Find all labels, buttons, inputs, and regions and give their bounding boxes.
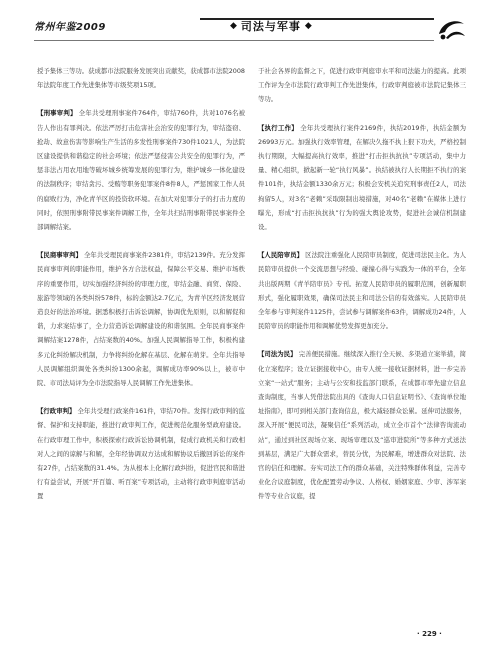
section-heading: 【人民陪审员】 (258, 251, 304, 260)
yearbook-emblem-icon (436, 16, 468, 42)
page-number: · 229 · (417, 630, 442, 638)
paragraph-administrative-trial (37, 404, 245, 503)
paragraph-text: 于社会各界的监督之下，促进行政审判庭审水平和司法能力的提高。此项工作评为全市法院行政审判工作先进集体，行政审判庭被市法院记集体三等功。 (258, 67, 466, 104)
section-heading: 【行政审判】 (37, 407, 76, 416)
diamond-left-icon: ◆ (230, 21, 237, 31)
paragraph (258, 64, 466, 107)
paragraph-text: 授予集体三等功。获成都市法院服务发展突出贡献奖，获成都市法院2008年法院年度工作先进集体等市级奖项15项。 (37, 67, 245, 90)
section-title: 司法与军事 (240, 20, 301, 33)
paragraph (37, 64, 245, 92)
header-rule (34, 40, 434, 41)
paragraph-civil-commercial-trial (37, 248, 245, 390)
section-banner (200, 18, 434, 32)
paragraph-people-assessors (258, 248, 466, 333)
paragraph-text: 全年共受理执行案件2169件，执结2019件，执结金额为26993万元。加强执行效率管理，在解决久拖不执上狠下功夫，严格控制执行期限，大幅提高执行效率，推进“打击拒执抗执”专项活动，集中力量、精心组织，掀起新一轮“执行风暴”。执结被执行人长期拒不执行的案件101件，执结金额1330余万元；积极会安机关追究刑事责任2人，司法拘留5人，对3名“老赖”采取限制出境措施，对40名“老赖”在媒体上进行曝光，形成“打击拒执抗执”行为的强大舆论攻势，促进社会诚信机制建设。 (258, 123, 466, 232)
paragraph-text: 完善便民措施。继续深入推行全天候、多渠道立案举措，简化立案程序；设立证据接收中心，由专人统一接收证据材料，进一步完善立案“一站式”服务；主动与公安和技监部门联系，在成都市率先建立信息查询制度，当事人凭借法院出具的《查询人口信息证明书》、《查询单位地址指南》，即可到相关部门查询信息，极大减轻群众讼累。延伸司法服务，深入开展“便民司法，凝聚信任”系列活动，成立全市首个“法律咨询流动站”，通过到社区现场立案、现场审理以及“巡审进院所”等多种方式送法到基层，满足广大群众需求，替民分忧，为民解难，增进群众对法院、法官的信任和理解。夯实司法工作的群众基础，关注特殊群体利益，完善专业化合议庭制度，优化配置劳动争议、人格权、婚姻家庭、少审、涉军案件等专业合议庭，提 (258, 350, 466, 501)
paragraph-criminal-trial (37, 106, 245, 234)
paragraph-justice-for-people (258, 347, 466, 503)
paragraph-enforcement (258, 121, 466, 235)
section-heading: 【司法为民】 (258, 350, 297, 359)
yearbook-label: 常州年鉴2009 (34, 22, 106, 33)
section-heading: 【刑事审判】 (37, 109, 77, 118)
paragraph-text: 全年共受理行政案件161件，审结70件。发挥行政审判的监督、保护和支持职能，推进行政审判工作，促进规范化服务型政府建设。在行政审理工作中，积极探索行政诉讼协调机制，促成行政机关和行政相对人之间的谅解与和解，全年经协调双方达成和解协议后撤回诉讼的案件有27件，占结案数的31.4%。为从根本上化解行政纠纷，促进官民和谐进行有益尝试，开展“开百篇、听百案”专项活动，主动将行政审判庭审活动置 (37, 407, 245, 501)
paragraph-text: 区法院注重强化人民陪审员制度，促进司法民主化。为人民陪审员提供一个交流思想与经验、碰撞心得与实践为一体的平台，全年共出版两期《青羊陪审员》专刊。拓宽人民陪审员的履职范围，创新履职形式，强化履职效果，确保司法民主和司法公信的有效落实。人民陪审员全年参与审判案件1125件，尝试参与调解案件63件，调解成功24件，人民陪审员的职能作用和调解优势发挥更加充分。 (258, 251, 466, 331)
diamond-right-icon: ◆ (304, 21, 312, 31)
right-column (258, 64, 466, 504)
page-header (0, 0, 480, 50)
paragraph-text: 全年共受理民商事案件2381件，审结2139件。充分发挥民商事审判的职能作用，维护各方合法权益，保障公平交易、维护市场秩序的重要作用，切实加强经济纠纷的审理力度，审结金融、商贸、保险、旅游等领域的各类纠纷578件，标的金额达2.7亿元，为青羊区经济发展营造良好的法治环境。据悉积极打击诉讼调解，协调优先原则，以和解促和谐，力求案结事了，全力营造诉讼调解建设的和谐氛围。全年民商事案件调解结案1278件，占结案数的40%。加强人民调解指导工作，积极构建多元化纠纷解决机制，力争将纠纷化解在基层、化解在萌芽。全年共指导人民调解组织调处各类纠纷1300余起，调解成功率90%以上，被市中院、市司法局评为全市法院指导人民调解工作先进集体。 (37, 251, 245, 388)
section-heading: 【执行工作】 (258, 123, 298, 132)
section-heading: 【民商事审判】 (37, 251, 82, 260)
paragraph-text: 全年共受理刑事案件764件，审结760件，共对1076名被告人作出有罪判决。依法严厉打击危害社会治安的犯罪行为，审结盗窃、抢劫、故意伤害等影响生产生活的多发性刑事案件730件1021人，为法院区建设提供和谐稳定的社会环境；依法严惩侵害公共安全的犯罪行为，严惩非法占用农用地等破坏城乡统筹发展的犯罪行为，维护城乡一体化建设的法制秩序；审结贪污、受贿等职务犯罪案件8件8人，严惩国家工作人员的腐败行为，净化青羊区的投资软环境。在加大对犯罪分子的打击力度的同时，依照刑事附带民事案件调解工作，全年共扫结刑事附带民事案件全部调解结案。 (37, 109, 245, 232)
left-column (37, 64, 245, 504)
